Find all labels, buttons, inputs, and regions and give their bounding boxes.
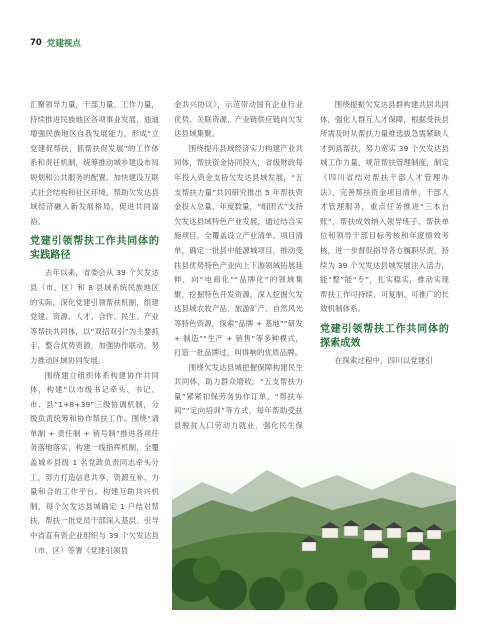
page-header [30, 36, 81, 50]
paragraph: 金共兴协议》，示范带动国有企业行业优势、关联资源、产业链供应链向欠发达县域集聚。 [174, 100, 303, 139]
text-column-1 [30, 98, 159, 558]
paragraph: 在探索过程中，四川以党建引 [334, 355, 433, 365]
section-title: 党建视点 [46, 39, 81, 49]
paragraph: 围绕欠发达县城把握保障构建民生共同体，助力群众增收。“五支帮扶力量”紧紧扣保劳务协作订单，“帮扶车间”“定向培训”等方式，每年帮助受扶县脱贫人口劳动力就业，强化民生保 [174, 362, 303, 431]
paragraph: 去年以来，省委会从 39 个欠发达县（市、区）和 8 县域系统民族地区的实际，深化党建引领帮扶机制，组建党建、资源、人才、合作、民生、产业等帮扶共同体，以“双招双引”为主要抓手，整合优势资源，加强协作联动，努力推动区域协同发展。 [30, 268, 159, 365]
paragraph: 围绕提振欠发达县群构建共居共同体，强化人群互人才保障，根据受扶县所需及时从帮扶力量推选拔急需紧缺人才到县帮扶，努力宽实 39 个欠发达县城工作力量，规范帮扶管理制度，制定《四川省结对帮扶干部人才管理办法》，完善帮扶资金项目清单，干部人才管理服务，重点任务推进“三本台账”，帮扶成效纳入领导班子、帮扶单位和领导干部目标考核和年度绩效考核，进一步督促指导各方履职尽责，持续为 39 个欠发达县城发展注入活力，能“整”能“专”，扎实稳实，推动实现帮扶工作可持续、可复制、可推广的长效机制体系。 [320, 100, 449, 314]
paragraph: 围绕建立组织体系构建协作共同体，构建“以市级书记牵头、书记、市、县“1+8+39”三级协调机制，分级负责统筹和协作帮扶工作。围绕“请单制 + 责任制 + 销号制”推进各项任务落地落实，构建一线指挥机制，全覆盖城乡县级 1 名党政负责同志牵头分工，努力打造信息共享、资源互补、力量和合的工作平台。构建互助共兴机制，每个欠发达县城确定 1 户结对帮扶，帮扶一批党员干部深入基层、引导中省直有资企业组织与 39 个欠发达县（市、区）签署《党建引领县 [30, 370, 159, 555]
section-heading: 党建引领帮扶工作共同体的探索成效 [320, 323, 449, 349]
paragraph: 汇聚领导力量，干部力量、工作力量，持续推进民族地区各项事业发展，迪迪增强民族地区自我发展能力，形成“立党建促帮扶，抓帮扶促发展”的工作体系和责任机制，统筹推动城乡建设布局规划和公共服务的配置。加快建设互联式社会结构和社区环境，帮助欠发达县域经济融入新发展格局，促进共同富裕。 [30, 100, 159, 226]
village-illustration [172, 430, 456, 610]
village-landscape-photo [172, 430, 456, 610]
page-number: 70 [30, 38, 42, 48]
paragraph: 围绕提升县域经济实力构建产业共同体，帮扶资金协同投入，省级财政每年投入资金支持欠发达县域发展，“五支帮扶力量”共同研究推出 5 年帮扶资金投入总量、年度数量，“组团式”支持欠发达县域特色产业发展，通过结合实施项目，全覆盖设立产业清单、项目清单，确定一批县中能源城项目，推动受扶县优势特色产业向上下游领域拓展延伸，向“电商化”“品牌化”的领域集聚，挖掘特色开发资源，深入挖掘欠发达县城农牧产品、旅游矿产、自然风光等特色资源，探索“品牌 + 基地”“研发 + 制造”“生产 + 销售”等多种模式，打造一批品牌过、叫得响的优质品牌。 [174, 143, 303, 358]
section-heading: 党建引领帮扶工作共同体的实践路径 [30, 236, 159, 262]
text-column-3 [320, 98, 449, 369]
